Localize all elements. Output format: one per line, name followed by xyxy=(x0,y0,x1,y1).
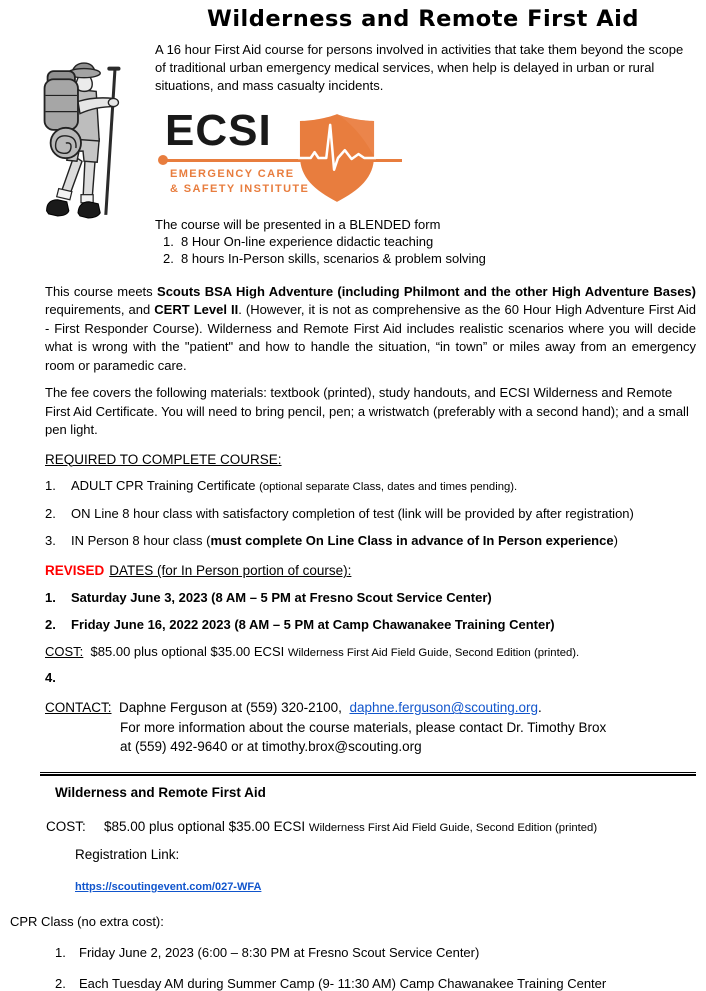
section2-heading: Wilderness and Remote First Aid xyxy=(55,784,266,800)
header-section xyxy=(0,6,706,283)
blended-heading: The course will be presented in a BLENDED form xyxy=(155,216,441,232)
list-number: 1. xyxy=(163,233,174,249)
list-number: 1. xyxy=(55,944,66,960)
required-item-1-note: (optional separate Class, dates and times pending). xyxy=(259,480,518,493)
list-text: 8 Hour On-line experience didactic teaching xyxy=(181,233,434,249)
cpr-item-1 xyxy=(55,945,706,960)
list-text: 8 hours In-Person skills, scenarios & problem solving xyxy=(181,250,486,266)
cost-line xyxy=(45,644,696,659)
header-text-column xyxy=(155,41,706,266)
cost-small: Wilderness First Aid Field Guide, Second Edition (printed). xyxy=(287,647,580,660)
revised-label: REVISED xyxy=(45,563,105,579)
list-number: 2. xyxy=(45,617,56,633)
cost-small: Wilderness First Aid Field Guide, Second Edition (printed) xyxy=(308,821,598,834)
cost-label: COST: xyxy=(45,644,84,660)
walking-stick-icon xyxy=(104,70,116,215)
stray-item-4: 4. xyxy=(45,670,56,686)
meets-seg: This course meets xyxy=(45,284,158,299)
body-section xyxy=(45,283,696,757)
revised-dates-text: DATES (for In Person portion of course): xyxy=(109,563,352,579)
list-text: Friday June 2, 2023 (6:00 – 8:30 PM at Fresno Scout Service Center) xyxy=(79,944,480,960)
blended-form-block xyxy=(155,217,694,266)
flyer-page xyxy=(0,6,706,991)
registration-link-label: Registration Link: xyxy=(75,846,180,862)
contact-line-3: at (559) 492-9640 or at timothy.brox@scouting.org xyxy=(120,739,422,755)
intro-paragraph: A 16 hour First Aid course for persons involved in activities that take them beyond the scope of traditional urban emergency medical services, when help is delayed in urban or rural situations, and mass casualty incidents. xyxy=(155,42,684,93)
contact-line-2: For more information about the course materials, please contact Dr. Timothy Brox xyxy=(120,719,607,735)
required-item-3-bold: must complete On Line Class in advance of In Person experience xyxy=(210,533,614,549)
list-text: Friday June 16, 2022 2023 (8 AM – 5 PM at Camp Chawanakee Training Center) xyxy=(71,617,555,633)
course-meets-paragraph xyxy=(45,283,696,375)
contact-period: . xyxy=(538,700,542,716)
list-text xyxy=(71,533,618,550)
list-number: 3. xyxy=(45,533,56,549)
registration-url-link[interactable]: https://scoutingevent.com/027-WFA xyxy=(75,880,262,893)
date-item-1 xyxy=(45,590,696,605)
list-number: 1. xyxy=(45,477,56,493)
contact-line-1: Daphne Ferguson at (559) 320-2100, xyxy=(119,700,342,716)
list-text: Saturday June 3, 2023 (8 AM – 5 PM at Fresno Scout Service Center) xyxy=(71,590,492,606)
list-item xyxy=(155,251,694,266)
required-item-1 xyxy=(45,478,696,495)
required-heading: REQUIRED TO COMPLETE COURSE: xyxy=(45,451,282,467)
cpr-item-2 xyxy=(55,976,706,991)
required-item-3 xyxy=(45,533,696,550)
list-number: 2. xyxy=(163,250,174,266)
required-item-2 xyxy=(45,506,696,523)
contact-label: CONTACT: xyxy=(45,700,112,716)
meets-bold-cert: CERT Level II xyxy=(154,302,239,318)
contact-email-link[interactable]: daphne.ferguson@scouting.org xyxy=(349,700,539,716)
section2-cost-line xyxy=(46,819,706,834)
cost-label: COST: xyxy=(46,818,86,834)
meets-seg: . (However, it is not as comprehensive as the 60 Hour High Adventure First Aid - First Responder Course). Wilderness and Remote First Aid includes realistic scenarios where you will decide what is wrong with the "patient" and how to handle the situation, “in town” or miles away from an emergency room or paramedic care. xyxy=(45,302,697,373)
registration-section xyxy=(0,785,706,893)
date-item-2 xyxy=(45,617,696,632)
ecsi-tagline-2: & SAFETY INSTITUTE xyxy=(170,182,310,195)
meets-seg: requirements, and xyxy=(45,302,155,318)
cost-text xyxy=(104,819,597,834)
cost-main: $85.00 plus optional $35.00 ECSI xyxy=(104,818,309,834)
ecsi-wordmark: ECSI xyxy=(165,105,272,155)
list-number: 2. xyxy=(55,975,66,991)
revised-dates-heading xyxy=(45,563,696,578)
list-number: 1. xyxy=(45,590,56,606)
fee-paragraph: The fee covers the following materials: textbook (printed), study handouts, and ECSI Wilderness and Remote First Aid Certificate. You will need to bring pencil, pen; a wristwatch (preferably with a second hand); and a small pen light. xyxy=(45,385,689,438)
list-number: 2. xyxy=(45,505,56,521)
required-item-1-main: ADULT CPR Training Certificate xyxy=(71,477,260,493)
ecsi-shield-icon xyxy=(298,112,376,204)
hiker-illustration xyxy=(15,61,147,221)
ecsi-tagline-1: EMERGENCY CARE xyxy=(170,167,295,180)
cpr-section xyxy=(0,914,706,991)
ecsi-logo xyxy=(160,105,420,204)
cpr-heading: CPR Class (no extra cost): xyxy=(10,913,164,929)
list-text: ON Line 8 hour class with satisfactory completion of test (link will be provided by after registration) xyxy=(71,505,634,521)
contact-block xyxy=(45,698,696,757)
list-text xyxy=(71,478,517,495)
list-item xyxy=(155,234,694,249)
double-rule-divider xyxy=(40,772,696,776)
meets-bold-high-adventure: Scouts BSA High Adventure (including Philmont and the other High Adventure Bases) xyxy=(157,284,696,299)
required-item-3-post: ) xyxy=(613,533,618,549)
logo-dot xyxy=(158,155,168,165)
cost-main: $85.00 plus optional $35.00 ECSI xyxy=(90,644,288,660)
required-item-3-pre: IN Person 8 hour class ( xyxy=(71,533,211,549)
page-title: Wilderness and Remote First Aid xyxy=(207,6,639,32)
list-text: Each Tuesday AM during Summer Camp (9- 11:30 AM) Camp Chawanakee Training Center xyxy=(79,975,607,991)
